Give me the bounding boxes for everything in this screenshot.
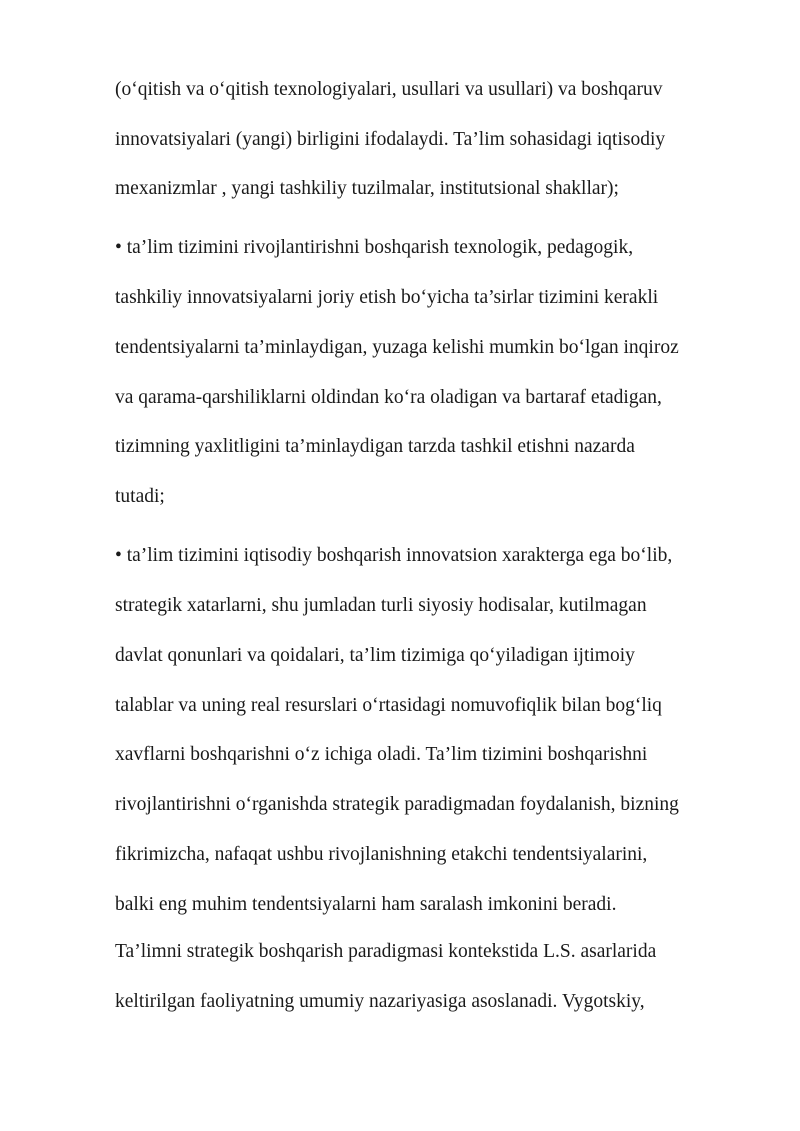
bullet-item-2-line-5: xavflarni boshqarishni o‘z ichiga oladi. Ta’lim tizimini boshqarishni [115,744,648,765]
bullet-item-2-line-8: balki eng muhim tendentsiyalarni ham saralash imkonini beradi. [115,894,617,915]
bullet-item-2-line-3: davlat qonunlari va qoidalari, ta’lim tizimiga qo‘yiladigan ijtimoiy [115,645,635,666]
bullet-item-1-line-2: tashkiliy innovatsiyalarni joriy etish bo‘yicha ta’sirlar tizimini kerakli [115,287,659,308]
bullet-item-2-line-2: strategik xatarlarni, shu jumladan turli siyosiy hodisalar, kutilmagan [115,595,647,616]
bullet-item-1-line-6: tutadi; [115,486,165,507]
text-line-2: innovatsiyalari (yangi) birligini ifodalaydi. Ta’lim sohasidagi iqtisodiy [115,129,666,150]
text-line-19: keltirilgan faoliyatning umumiy nazariyasiga asoslanadi. Vygotskiy, [115,991,645,1012]
bullet-item-1-line-1: • ta’lim tizimini rivojlantirishni boshqarish texnologik, pedagogik, [115,237,634,258]
bullet-item-1-line-3: tendentsiyalarni ta’minlaydigan, yuzaga kelishi mumkin bo‘lgan inqiroz [115,337,679,358]
bullet-item-1-line-4: va qarama-qarshiliklarni oldindan ko‘ra oladigan va bartaraf etadigan, [115,387,662,408]
bullet-item-2-line-7: fikrimizcha, nafaqat ushbu rivojlanishning etakchi tendentsiyalarini, [115,844,648,865]
bullet-item-2-line-4: talablar va uning real resurslari o‘rtasidagi nomuvofiqlik bilan bog‘liq [115,695,662,716]
text-line-3: mexanizmlar , yangi tashkiliy tuzilmalar, institutsional shakllar); [115,178,619,199]
bullet-item-2-line-1: • ta’lim tizimini iqtisodiy boshqarish innovatsion xarakterga ega bo‘lib, [115,545,673,566]
text-line-1: (o‘qitish va o‘qitish texnologiyalari, usullari va usullari) va boshqaruv [115,79,663,100]
bullet-item-1-line-5: tizimning yaxlitligini ta’minlaydigan tarzda tashkil etishni nazarda [115,436,635,457]
text-line-18: Ta’limni strategik boshqarish paradigmasi kontekstida L.S. asarlarida [115,941,657,962]
bullet-item-2-line-6: rivojlantirishni o‘rganishda strategik paradigmadan foydalanish, bizning [115,794,679,815]
